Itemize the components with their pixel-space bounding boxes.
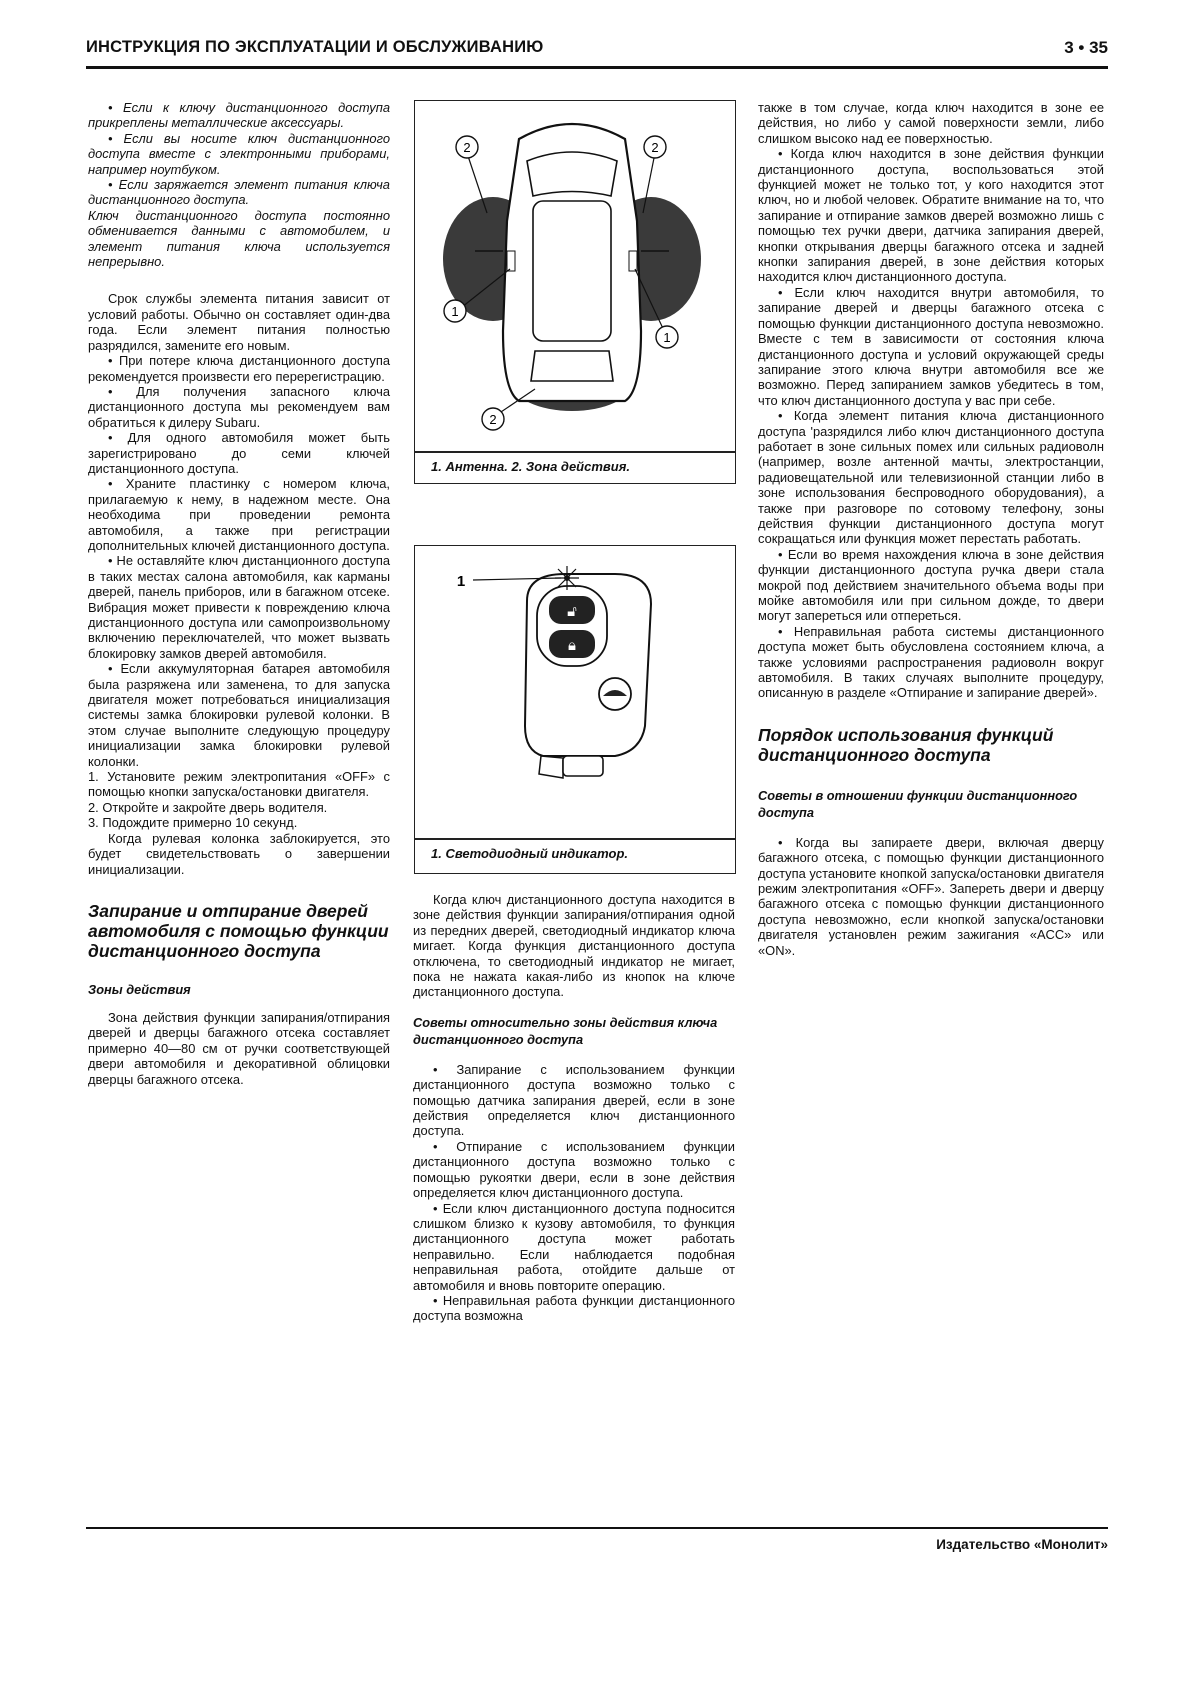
step-item: 3. Подождите примерно 10 секунд. [88,815,298,831]
bullet-item: • Для получения запасного ключа дистанционного доступа мы рекомендуем вам обратиться к дилеру Subaru. [88,384,390,430]
spacer [88,998,390,1010]
spacer [88,877,390,901]
bullet-item: • Когда элемент питания ключа дистанционного доступа 'разрядился либо ключ дистанционного доступа работает в зоне сильных помех или сильных радиоволн (например, возле антенной мачты, электростанции, радиовещательной или телевизионной станции либо в зоне использования беспроводного оборудования), а также при разговоре по сотовому телефону, зоны действия функции дистанционного доступа могут сокращаться или функция может перестать работать. [758,408,1104,547]
spacer [758,821,1104,835]
section-heading: Запирание и отпирание дверей автомобиля с помощью функции дистанционного доступа [88,900,389,961]
callout-antenna-right [656,326,678,348]
key-ring-slot [563,756,603,776]
svg-text:2: 2 [489,412,497,427]
italic-bullet: • Если к ключу дистанционного доступа прикреплены металлические аксессуары. [88,100,390,131]
bullet-item: • Неправильная работа функции дистанционного доступа возможна [413,1293,735,1324]
step-item: 1. Установите режим электропитания «OFF» с помощью кнопки запуска/остановки двигателя. [88,769,390,800]
publisher-credit: Издательство «Монолит» [936,1537,1108,1552]
bullet-item: • Не оставляйте ключ дистанционного доступа в таких местах салона автомобиля, как карманы дверей, панель приборов, или в багажном отсеке. Вибрация может привести к повреждению ключа дистанционного доступа или самопроизвольному включению переключателей, что может вызвать блокировку замков дверей автомобиля. [88,553,390,661]
car-windshield [527,152,617,196]
column-left [88,100,390,1087]
bullet-item: • Для одного автомобиля может быть зарегистрировано до семи ключей дистанционного доступа. [88,430,390,476]
bullet-item: • Неправильная работа системы дистанционного доступа может быть обусловлена состоянием ключа, а также условиями распространения радиоволн вокруг автомобиля. В таких случаях выполните процедуру, описанную в разделе «Отпирание и запирание дверей». [758,624,1104,701]
bullet-item: • Если во время нахождения ключа в зоне действия функции дистанционного доступа ручка двери стала мокрой под действием значительного объема воды при мойке автомобиля или при сильном дожде, то двери могут запереться или отпереться. [758,547,1104,624]
spacer [758,765,1104,787]
spacer [88,961,390,981]
bullet-item: • Когда ключ находится в зоне действия функции дистанционного доступа, воспользоваться этой функцией может не только тот, у кого находится этот ключ, но и любой человек. Обратите внимание на то, что запирание и отпирание замков дверей возможно лишь с помощью тех ручки двери, датчика запирания дверей, кнопки открывания дверцы багажного отсека и задней кнопки запирания дверей, в зоне действия которых находится ключ дистанционного доступа. [758,146,1104,285]
key-fob-illustration [415,546,735,834]
figure-car-zones [414,100,736,484]
italic-bullet: • Если заряжается элемент питания ключа дистанционного доступа. [88,177,390,208]
callout-led: 1 [456,573,466,590]
figure-key-fob [414,545,736,874]
car-zones-illustration [415,101,735,446]
bullet-item: • Запирание с использованием функции дистанционного доступа возможно только с помощью датчика запирания дверей, если в зоне действия определяется ключ дистанционного доступа. [413,1062,735,1139]
column-middle [413,892,735,1324]
figure-caption: 1. Светодиодный индикатор. [431,846,629,861]
callout-zone-rear [482,408,504,430]
callout-zone-top-left [456,136,478,158]
paragraph-continued: также в том случае, когда ключ находится в зоне ее действия, но либо у самой поверхности земли, либо слишком высоко над ее поверхностью. [758,100,1104,146]
step-item: 2. Откройте и закройте дверь водителя. [88,799,328,815]
svg-text:1: 1 [451,304,459,319]
subsection-heading: Зоны действия [88,981,191,997]
footer-rule [86,1527,1108,1529]
figure-caption: 1. Антенна. 2. Зона действия. [431,459,630,474]
unlock-icon: 🔓︎ [567,602,577,620]
spacer [88,269,390,291]
caption-rule [415,838,735,840]
spacer [758,701,1104,725]
italic-paragraph: Ключ дистанционного доступа постоянно обменивается данными с автомобилем, и элемент питания ключа используется непрерывно. [88,207,390,270]
antenna-left [507,251,515,271]
paragraph: Когда ключ дистанционного доступа находится в зоне действия функции запирания/отпирания одной из передних дверей, светодиодный индикатор ключа мигает. Когда функция дистанционного доступа отключена, то светодиодный индикатор не мигает, пока не нажата какая-либо из кнопок на ключе дистанционного доступа. [413,892,735,1000]
section-heading: Порядок использования функций дистанционного доступа [758,724,1054,765]
svg-text:1: 1 [663,330,671,345]
callout-zone-top-right [644,136,666,158]
paragraph: Когда рулевая колонка заблокируется, это будет свидетельствовать о завершении инициализации. [88,830,390,877]
italic-bullet: • Если вы носите ключ дистанционного доступа вместе с электронными приборами, например ноутбуком. [88,131,390,177]
bullet-item: • Отпирание с использованием функции дистанционного доступа возможно только с помощью рукоятки двери, если в зоне действия определяется ключ дистанционного доступа. [413,1139,735,1201]
bullet-item: • Если аккумуляторная батарея автомобиля была разряжена или заменена, то для запуска двигателя может потребоваться инициализация системы замка блокировки рулевой колонки. В этом случае выполните следующую процедуру инициализации замка блокировки рулевой колонки. [88,661,390,769]
svg-text:2: 2 [463,140,471,155]
page-header [86,38,1108,68]
spacer [413,1048,735,1062]
column-right [758,100,1104,958]
car-rear-window [531,351,613,381]
key-blade-left [539,756,563,778]
spacer [413,1000,735,1014]
page-number: 3 • 35 [1064,38,1108,57]
running-title: ИНСТРУКЦИЯ ПО ЭКСПЛУАТАЦИИ И ОБСЛУЖИВАНИЮ [86,38,544,56]
callout-antenna-left [444,300,466,322]
car-roof [533,201,611,341]
subsection-heading: Советы относительно зоны действия ключа дистанционного доступа [413,1014,718,1047]
caption-rule [415,451,735,453]
paragraph: Зона действия функции запирания/отпирания дверей и дверцы багажного отсека составляет примерно 40—80 см от ручки соответствующей двери автомобиля и декоративной облицовки дверцы багажного отсека. [88,1009,390,1087]
bullet-item: • Если ключ находится внутри автомобиля, то запирание дверей и дверцы багажного отсека с помощью функции дистанционного доступа невозможно. Вместе с тем в зависимости от состояния ключа дистанционного доступа и условий окружающей среды запирание этого ключа внутри автомобиля все же возможно. Перед запиранием замков убедитесь в том, что ключ дистанционного доступа у вас при себе. [758,285,1104,408]
antenna-right [629,251,637,271]
bullet-item: • При потере ключа дистанционного доступа рекомендуется произвести его перерегистрацию. [88,353,390,384]
lock-icon: 🔒︎ [568,636,576,654]
bullet-item: • Когда вы запираете двери, включая дверцу багажного отсека, с помощью функции дистанционного доступа установите кнопкой запуска/остановки двигателя режим электропитания «OFF». Запереть двери и дверцу багажного отсека с помощью функции дистанционного доступа невозможно, если кнопкой запуска/остановки двигателя установлен режим зажигания «ACC» или «ON». [758,835,1104,958]
header-rule [86,66,1108,69]
subsection-heading: Советы в отношении функции дистанционного доступа [758,787,1078,820]
bullet-item: • Храните пластинку с номером ключа, прилагаемую к нему, в надежном месте. Она необходима при проведении ремонта автомобиля, а также при регистрации дополнительных ключей дистанционного доступа. [88,476,390,553]
bullet-item: • Если ключ дистанционного доступа подносится слишком близко к кузову автомобиля, то функция дистанционного доступа может работать неправильно. Если наблюдается подобная неправильная работа, отойдите дальше от автомобиля и вновь повторите операцию. [413,1201,735,1293]
svg-text:2: 2 [651,140,659,155]
paragraph: Срок службы элемента питания зависит от условий работы. Обычно он составляет один-два года. Если элемент питания полностью разрядился, замените его новым. [88,291,390,353]
